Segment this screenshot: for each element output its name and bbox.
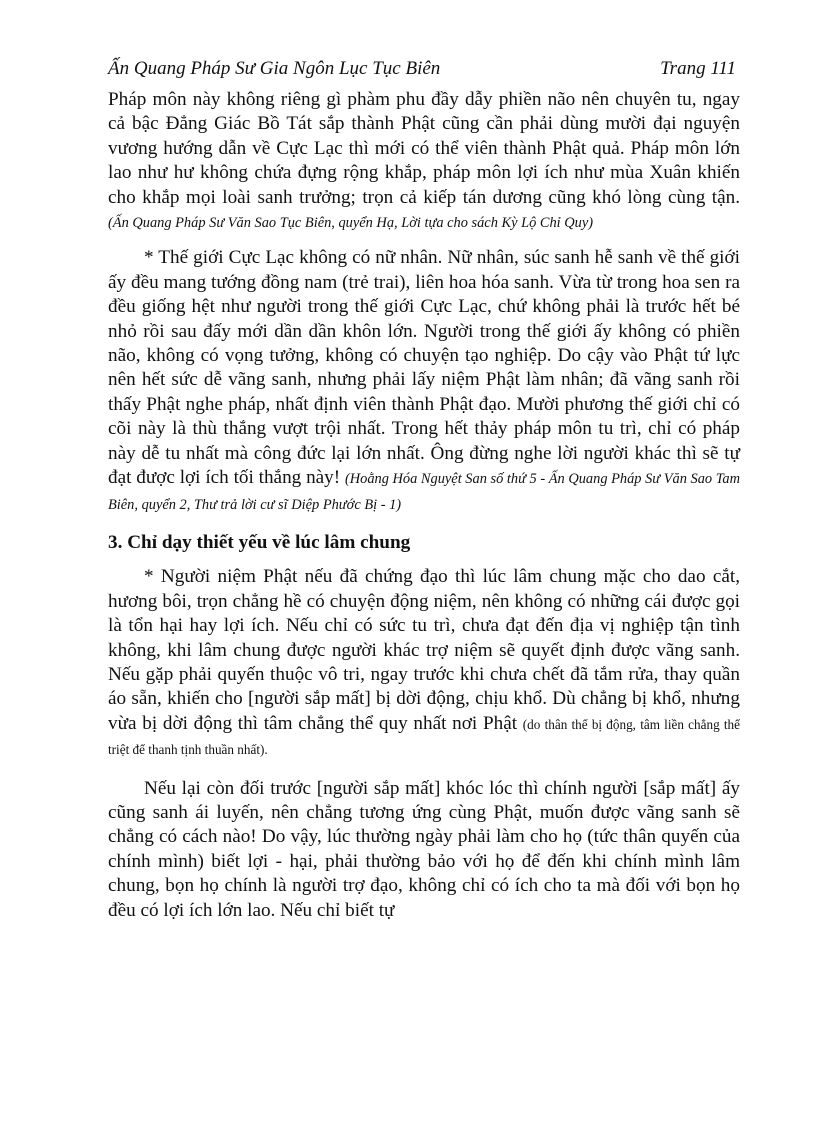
paragraph-2-text: * Thế giới Cực Lạc không có nữ nhân. Nữ nhân, súc sanh hễ sanh về thế giới ấy đều mang tướng đồng nam (trẻ trai), liên hoa hóa sanh. Vừa từ trong hoa sen ra đều giống hệt như người trong thế giới Cực Lạc, chứ không phải là trước hết bé nhỏ rồi sau đấy mới dần dần khôn lớn. Người trong thế giới ấy không có phiền não, không có vọng tưởng, không có chuyện tạo nghiệp. Do cậy vào Phật tứ lực nên hết sức dễ vãng sanh, nhưng phải lấy niệm Phật làm nhân; đã vãng sanh rồi thấy Phật nghe pháp, nhất định viên thành Phật đạo. Mười phương thế giới chỉ có cõi này là thù thắng vượt trội nhất. Trong hết thảy pháp môn tu trì, chỉ có pháp này dễ tu nhất mà công đức lại lớn nhất. Ông đừng nghe lời người khác thì sẽ tự đạt được lợi ích tối thắng này! — [108, 247, 740, 489]
paragraph-2 — [108, 246, 740, 516]
page-body — [108, 88, 740, 923]
page-number: Trang 111 — [660, 58, 736, 79]
book-title: Ấn Quang Pháp Sư Gia Ngôn Lục Tục Biên — [108, 58, 441, 79]
paragraph-1-citation: (Ấn Quang Pháp Sư Văn Sao Tục Biên, quyển Hạ, Lời tựa cho sách Kỳ Lộ Chỉ Quy) — [108, 215, 594, 232]
section-heading: 3. Chỉ dạy thiết yếu về lúc lâm chung — [108, 531, 411, 553]
paragraph-3 — [108, 565, 740, 762]
paragraph-1 — [108, 88, 740, 235]
page-header — [108, 52, 736, 82]
paragraph-4 — [108, 777, 740, 923]
paragraph-1-text: Pháp môn này không riêng gì phàm phu đầy dẫy phiền não nên chuyên tu, ngay cả bậc Đẳng Giác Bồ Tát sắp thành Phật cũng cần phải dùng mười đại nguyện vương hướng dẫn về Cực Lạc thì mới có thể viên thành Phật quả. Pháp môn lớn lao như hư không chứa đựng rộng khắp, pháp môn lợi ích như mùa Xuân khiến cho khắp mọi loài sanh trưởng; trọn cả kiếp tán dương cũng khó lòng cùng tận. — [108, 89, 740, 208]
paragraph-3-text: * Người niệm Phật nếu đã chứng đạo thì lúc lâm chung mặc cho dao cắt, hương bôi, trọn chẳng hề có chuyện động niệm, nên không có những cái được gọi là tổn hại hay lợi ích. Nếu chỉ có sức tu trì, chưa đạt đến địa vị nghiệp tận tình không, khi lâm chung được người khác trợ niệm sẽ quyết định được vãng sanh. Nếu gặp phải quyến thuộc vô tri, ngay trước khi chưa chết đã tắm rửa, thay quần áo sẵn, khiến cho [người sắp mất] bị dời động, chịu khổ. Dù chẳng bị khổ, nhưng vừa bị dời động thì tâm chẳng thể quy nhất nơi Phật — [108, 566, 740, 734]
paragraph-3-note: (do thân thể bị động, tâm liền chẳng thể triệt để thanh tịnh thuần nhất). — [108, 716, 740, 758]
paragraph-4-text: Nếu lại còn đối trước [người sắp mất] khóc lóc thì chính người [sắp mất] ấy cũng sanh ái luyến, nên chẳng tương ứng cùng Phật, muốn được vãng sanh sẽ chẳng có cách nào! Do vậy, lúc thường ngày phải làm cho họ (tức thân quyến của chính mình) biết lợi - hại, phải thường bảo với họ để đến khi chính mình lâm chung, bọn họ chính là người trợ đạo, không chỉ có ích cho ta mà đối với bọn họ đều có lợi ích lớn lao. Nếu chỉ biết tự — [108, 777, 740, 921]
paragraph-2-citation: (Hoằng Hóa Nguyệt San số thứ 5 - Ấn Quang Pháp Sư Văn Sao Tam Biên, quyển 2, Thư trả lời cư sĩ Diệp Phước Bị - 1) — [108, 471, 740, 513]
